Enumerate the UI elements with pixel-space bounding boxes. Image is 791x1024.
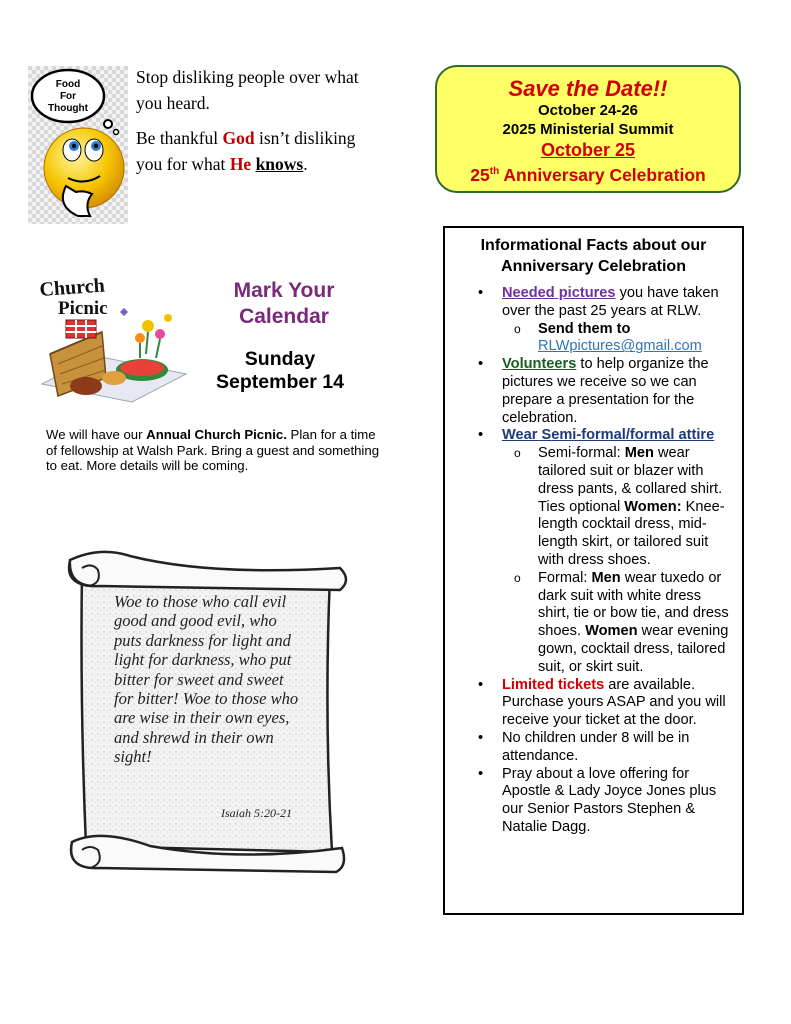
email-link[interactable]: RLWpictures@gmail.com (538, 338, 702, 355)
sub-list-item (445, 321, 742, 357)
sub-list-item (445, 570, 742, 677)
list-item (445, 356, 742, 427)
send-label: Send them to (538, 320, 631, 337)
bubble-word: For (59, 91, 77, 102)
knows-word: knows (255, 154, 304, 174)
info-title: Informational Facts about our Anniversary Celebration (480, 237, 707, 275)
bullet-icon: • (478, 729, 484, 746)
women-label: Women (585, 623, 638, 640)
semi-formal-men-text: wear tailored suit or blazer with dress pants, & collared shirt. Ties optional (538, 445, 723, 515)
bullet-icon: • (478, 427, 484, 444)
picnic-event-name: Annual Church Picnic. (146, 427, 287, 442)
list-item (445, 285, 742, 321)
anniversary-date: October 25 (540, 140, 636, 160)
anniversary-number: 25 (470, 164, 490, 185)
list-item (445, 427, 742, 445)
thought-text: Be thankful (136, 128, 223, 148)
thought-text: . (303, 154, 308, 174)
semi-formal-women-text: Knee-length cocktail dress, mid-length skirt, or tailored suit with dress shoes. (538, 498, 725, 568)
pictures-label: Needed pictures (502, 285, 616, 301)
volunteers-text: to help organize the pictures we receive so we can prepare a presentation for the celebration. (502, 356, 709, 426)
food-for-thought-clipart (28, 66, 128, 224)
men-label: Men (591, 569, 621, 586)
sub-bullet-icon: o (514, 446, 521, 461)
picnic-day: Sunday (244, 348, 316, 370)
anniversary-label: Anniversary Celebration (499, 164, 706, 185)
he-word: He (229, 154, 252, 174)
summit-name: 2025 Ministerial Summit (502, 121, 674, 138)
volunteers-label: Volunteers (502, 356, 577, 373)
info-box (443, 226, 744, 915)
god-word: God (222, 128, 255, 148)
list-item (445, 730, 742, 766)
picnic-art-word: Picnic (58, 298, 108, 319)
formal-women-text: wear evening gown, cocktail dress, tailored suit, or skirt suit. (538, 623, 729, 675)
men-label: Men (624, 445, 654, 462)
mark-line: Mark Your (233, 279, 335, 302)
attire-label: Wear Semi-formal/formal attire (502, 427, 715, 444)
summit-dates: October 24-26 (537, 102, 639, 119)
save-the-date-box (435, 65, 741, 193)
sub-bullet-icon: o (514, 321, 521, 336)
thought-line-2 (136, 125, 376, 177)
bubble-word: Food (55, 79, 81, 90)
formal-label: Formal: (538, 569, 592, 586)
mark-your-calendar-heading (210, 278, 358, 330)
children-text: No children under 8 will be in attendance. (502, 729, 690, 764)
formal-men-text: wear tuxedo or dark suit with white dress shirt, tie or bow tie, and dress shoes. (538, 569, 729, 640)
pictures-text: you have taken over the past 25 years at RLW. (502, 285, 719, 319)
list-item (445, 766, 742, 837)
anniversary-celebration (437, 161, 739, 186)
sub-list-item (445, 445, 742, 570)
picnic-date (200, 348, 360, 394)
verse-reference: Isaiah 5:20-21 (221, 806, 292, 820)
tickets-text: are available. Purchase yours ASAP and you will receive your ticket at the door. (502, 676, 726, 729)
picnic-desc-text: We will have our (46, 427, 147, 442)
bullet-icon: • (478, 356, 484, 373)
bullet-icon: • (478, 285, 484, 301)
tickets-label: Limited tickets (502, 676, 605, 693)
church-picnic-clipart (36, 274, 188, 404)
bullet-icon: • (478, 765, 484, 782)
info-list (445, 285, 742, 837)
ordinal-suffix: th (489, 166, 500, 177)
picnic-desc-text: Plan for a time of fellowship at Walsh Park. Bring a guest and something to eat. More details will be coming. (46, 427, 380, 473)
food-for-thought-text (136, 64, 376, 186)
bible-verse: Woe to those who call evil good and good evil, who puts darkness for light and light for darkness, who put bitter for sweet and sweet for bitter! Woe to those who are wise in their own eyes, and shrewd in their own sight! (114, 592, 299, 767)
picnic-art-word: Church (38, 274, 106, 301)
thought-text: isn’t disliking you for what (136, 128, 356, 174)
women-label: Women: (624, 498, 682, 515)
offering-text: Pray about a love offering for Apostle & Lady Joyce Jones plus our Senior Pastors Stephen & Natalie Dagg. (502, 765, 717, 835)
mark-line: Calendar (239, 305, 329, 328)
bubble-word: Thought (48, 103, 88, 114)
bullet-icon: • (478, 676, 484, 693)
save-the-date-title: Save the Date!! (508, 76, 668, 101)
thought-line-1: Stop disliking people over what you heard. (136, 67, 359, 113)
semi-formal-label: Semi-formal: (538, 445, 625, 462)
picnic-description (46, 427, 386, 474)
sub-bullet-icon: o (514, 570, 521, 585)
list-item (445, 677, 742, 730)
picnic-date-text: September 14 (216, 371, 344, 393)
